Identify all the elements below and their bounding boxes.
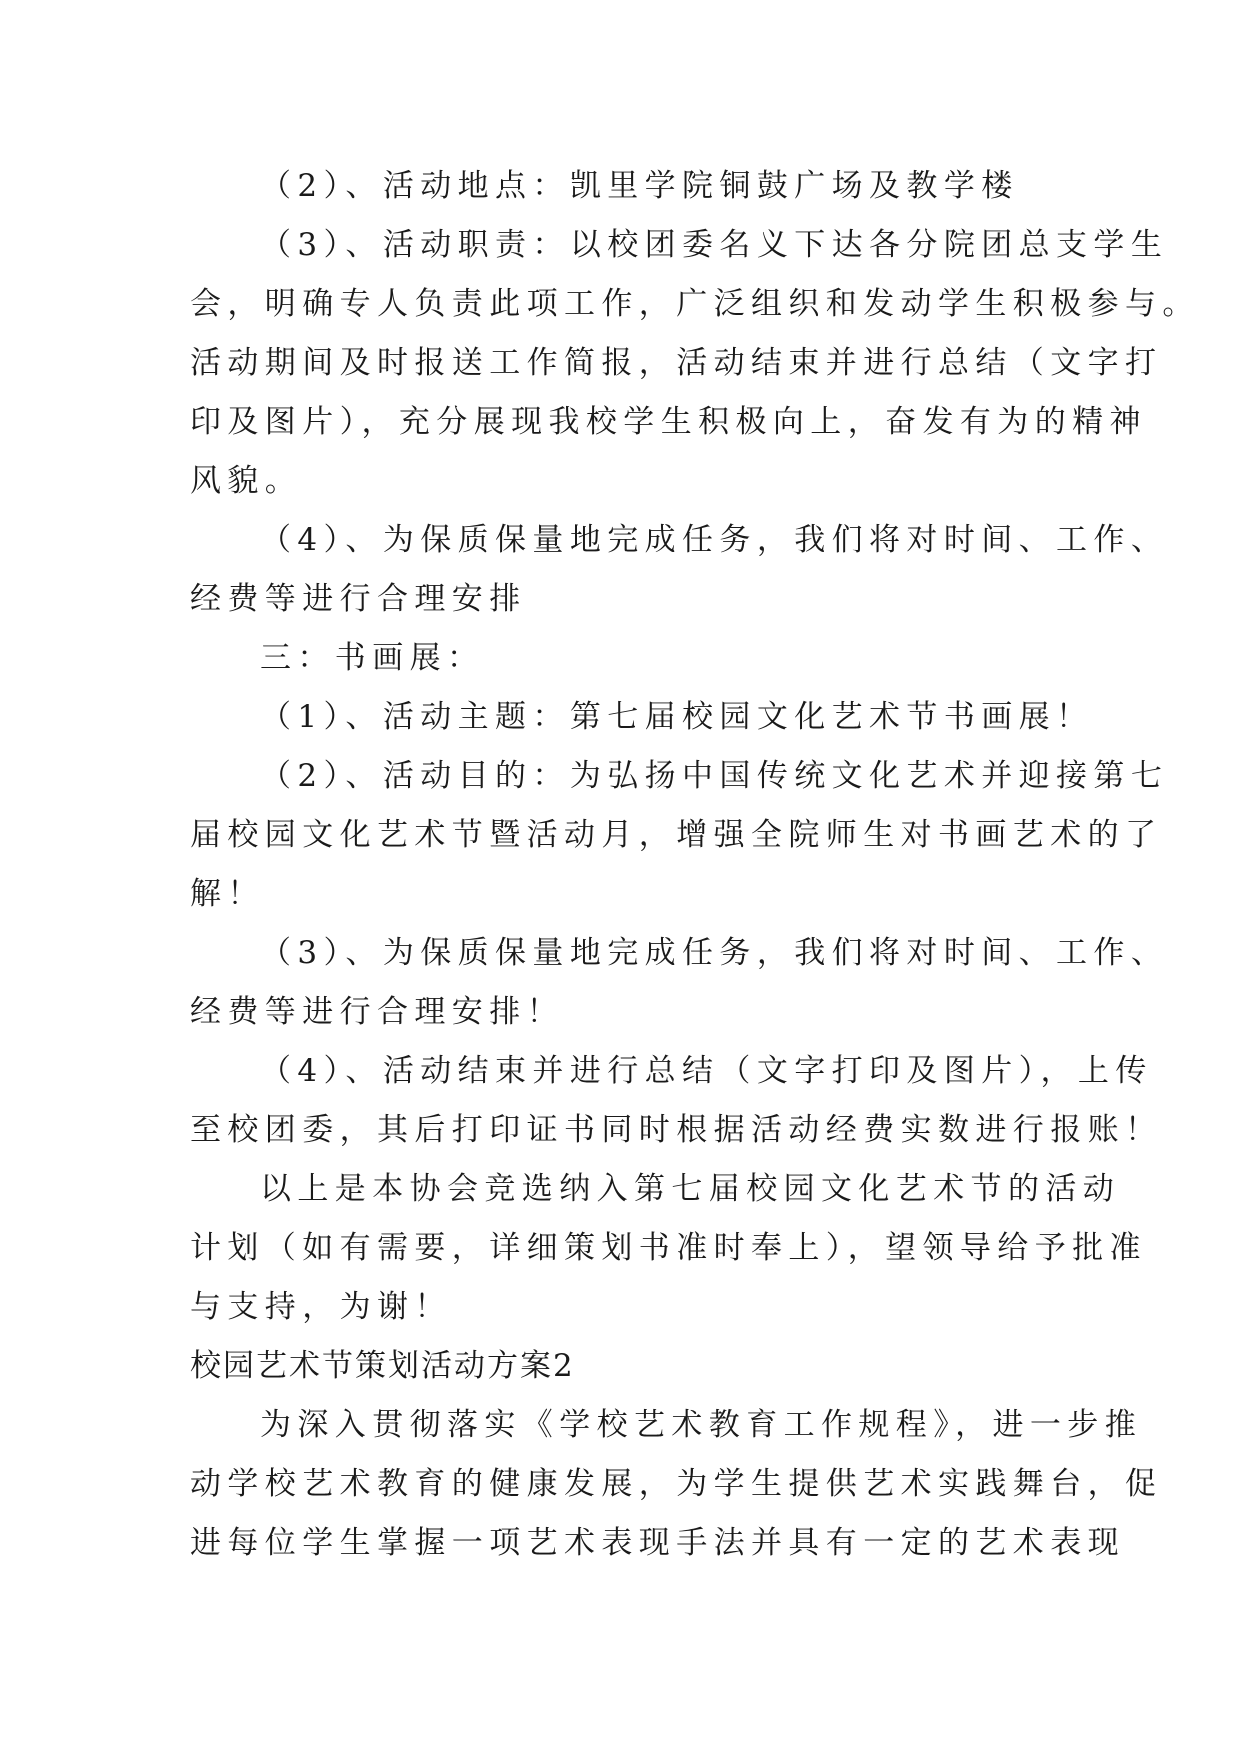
text-line: （3）、为保质保量地完成任务，我们将对时间、工作、 [260, 935, 1169, 971]
text-line: 经费等进行合理安排 [190, 581, 527, 617]
text-line: （3）、活动职责：以校团委名义下达各分院团总支学生 [260, 227, 1169, 263]
text-line: （2）、活动目的：为弘扬中国传统文化艺术并迎接第七 [260, 758, 1169, 794]
text-line: 风貌。 [190, 463, 303, 499]
text-line: 与支持，为谢！ [190, 1289, 452, 1325]
text-line: 进每位学生掌握一项艺术表现手法并具有一定的艺术表现 [190, 1525, 1125, 1561]
document-title: 校园艺术节策划活动方案2 [190, 1348, 575, 1384]
text-line: 会，明确专人负责此项工作，广泛组织和发动学生积极参与。 [190, 286, 1200, 322]
text-line: 以上是本协会竞选纳入第七届校园文化艺术节的活动 [260, 1171, 1121, 1207]
text-line: （2）、活动地点：凯里学院铜鼓广场及教学楼 [260, 168, 1019, 204]
text-line: 印及图片），充分展现我校学生积极向上，奋发有为的精神 [190, 404, 1147, 440]
section-heading: 三：书画展： [260, 640, 485, 676]
text-line: 经费等进行合理安排！ [190, 994, 564, 1030]
text-line: 至校团委，其后打印证书同时根据活动经费实数进行报账！ [190, 1112, 1163, 1148]
text-line: 动学校艺术教育的健康发展，为学生提供艺术实践舞台，促 [190, 1466, 1163, 1502]
text-line: 计划（如有需要，详细策划书准时奉上），望领导给予批准 [190, 1230, 1147, 1266]
text-line: 解！ [190, 876, 265, 912]
text-line: 届校园文化艺术节暨活动月，增强全院师生对书画艺术的了 [190, 817, 1163, 853]
text-line: 活动期间及时报送工作简报，活动结束并进行总结（文字打 [190, 345, 1163, 381]
text-line: （4）、为保质保量地完成任务，我们将对时间、工作、 [260, 522, 1169, 558]
text-line: （4）、活动结束并进行总结（文字打印及图片），上传 [260, 1053, 1153, 1089]
text-line: 为深入贯彻落实《学校艺术教育工作规程》，进一步推 [260, 1407, 1143, 1443]
text-line: （1）、活动主题：第七届校园文化艺术节书画展！ [260, 699, 1094, 735]
